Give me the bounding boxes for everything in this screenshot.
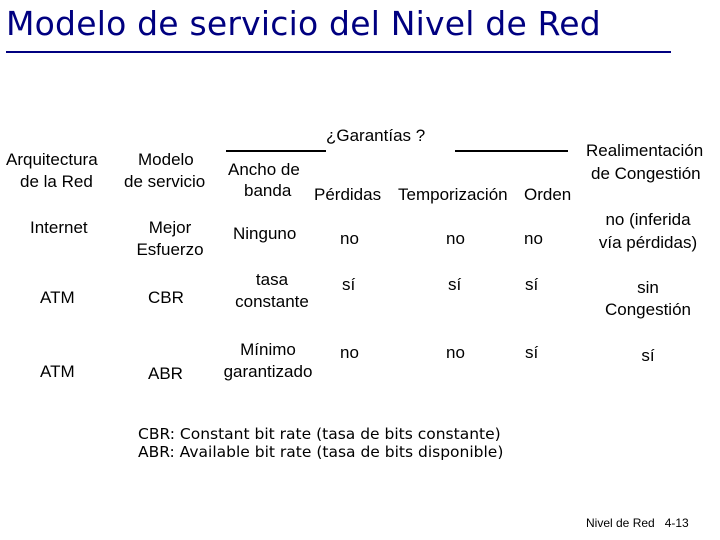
cell-architecture: Internet xyxy=(30,218,88,237)
cell-timing: sí xyxy=(448,275,462,294)
cell-service-model: ABR xyxy=(148,364,183,383)
header-order: Orden xyxy=(524,185,572,204)
cell-loss: sí xyxy=(342,275,356,294)
cell-loss: no xyxy=(340,229,359,248)
cell-congestion-line2: Congestión xyxy=(604,300,691,319)
header-architecture-line1: Arquitectura xyxy=(6,150,98,169)
cell-order: no xyxy=(524,229,543,248)
cell-congestion-line2: vía pérdidas) xyxy=(598,233,698,252)
header-bandwidth-line2: banda xyxy=(244,181,292,200)
cell-congestion-line1: sin xyxy=(637,278,659,297)
cell-bandwidth-line1: tasa xyxy=(255,270,289,289)
header-service-model-line1: Modelo xyxy=(138,150,194,169)
header-service-model-line2: de servicio xyxy=(124,172,206,191)
cell-service-model-line2: Esfuerzo xyxy=(136,240,204,259)
cell-timing: no xyxy=(446,229,465,248)
note-abr: ABR: Available bit rate (tasa de bits disponible) xyxy=(138,443,504,461)
cell-bandwidth-line2: constante xyxy=(235,292,309,311)
cell-architecture: ATM xyxy=(40,288,75,307)
slide-title: Modelo de servicio del Nivel de Red xyxy=(6,4,601,43)
cell-architecture: ATM xyxy=(40,362,75,381)
guarantees-label: ¿Garantías ? xyxy=(326,126,426,145)
header-bandwidth-line1: Ancho de xyxy=(228,160,300,179)
cell-service-model: CBR xyxy=(148,288,184,307)
header-loss: Pérdidas xyxy=(314,185,382,204)
title-underline xyxy=(6,51,671,53)
cell-bandwidth-line1: Mínimo xyxy=(240,340,296,359)
guarantees-rule-right xyxy=(455,150,568,152)
cell-bandwidth: Ninguno xyxy=(233,224,297,243)
header-congestion-line1: Realimentación xyxy=(586,141,704,160)
cell-order: sí xyxy=(525,343,539,362)
page-number: 4-13 xyxy=(664,516,689,530)
cell-timing: no xyxy=(446,343,465,362)
cell-congestion: sí xyxy=(641,346,655,365)
cell-congestion-line1: no (inferida xyxy=(605,210,691,229)
guarantees-rule-left xyxy=(226,150,326,152)
slide-footer xyxy=(586,516,689,530)
note-cbr: CBR: Constant bit rate (tasa de bits constante) xyxy=(138,425,501,443)
header-congestion-line2: de Congestión xyxy=(591,164,701,183)
header-timing: Temporización xyxy=(398,185,508,204)
cell-loss: no xyxy=(340,343,359,362)
cell-bandwidth-line2: garantizado xyxy=(223,362,313,381)
header-architecture-line2: de la Red xyxy=(20,172,93,191)
footer-label: Nivel de Red xyxy=(586,516,655,530)
abbreviation-notes xyxy=(138,425,503,461)
cell-service-model-line1: Mejor xyxy=(148,218,192,237)
cell-order: sí xyxy=(525,275,539,294)
